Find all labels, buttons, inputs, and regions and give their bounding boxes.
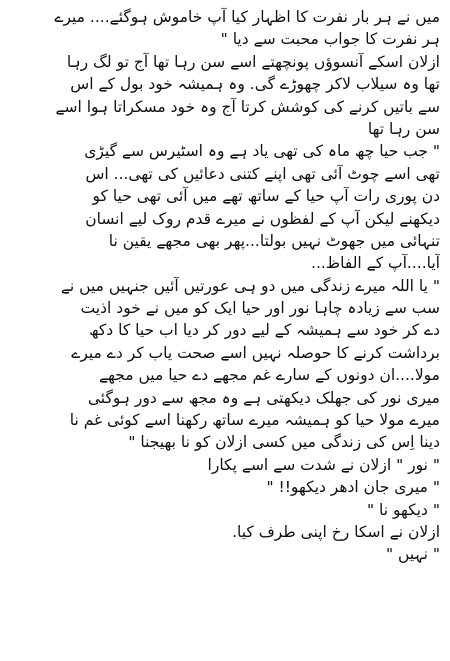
- text-line: میں نے ہر بار نفرت کا اظہار کیا آپ خاموش ہوگئے.... میرے: [54, 8, 440, 26]
- text-line: " یا اللہ میرے زندگی میں دو ہی عورتیں آئیں جنہیں میں نے: [60, 276, 440, 295]
- text-line: " نور " ازلان نے شدت سے اسے پکارا: [207, 455, 440, 474]
- text-line: " میری جان ادھر دیکھو!! ": [266, 478, 440, 497]
- text-line: تھی اسے چوٹ آئی تھی اپنے کتنی دعائیں کی تھی... اس: [85, 164, 440, 183]
- text-line: سب سے زیادہ چاہا نور اور حیا ایک کو میں نے خود اذیت: [80, 299, 440, 318]
- text-line: آیا....آپ کے الفاظ...: [311, 254, 440, 273]
- text-line: ازلان نے اسکا رخ اپنی طرف کیا.: [232, 522, 440, 541]
- text-line: " دیکھو نا ": [366, 500, 440, 519]
- text-line: سے باتیں کرنے کی کوشش کرتا آج وہ خود مسکراتا ہوا اسے: [55, 97, 440, 116]
- text-line: میرے مولا حیا کو ہمیشہ میرے ساتھ رکھنا اسے کوئی غم نا: [69, 411, 440, 430]
- text-line: تنہائی میں جھوٹ نہیں بولتا...پھر بھی مجھے یقین نا: [108, 231, 440, 250]
- text-line: دینا اِس کی زندگی میں کسی ازلان کو نا بھیجنا ": [128, 433, 440, 452]
- text-line: دن پوری رات آپ حیا کے ساتھ تھے میں آئی تھی حیا کو: [92, 187, 440, 206]
- text-line: دے کر خود سے ہمیشہ کے لیے دور کر دیا اب حیا کا دکھ: [89, 321, 440, 340]
- text-line: ازلان اسکے آنسوؤں پونچھتے اسے سن رہا تھا آج تو لگ رہا: [66, 52, 440, 71]
- text-line: مولا....ان دونوں کے سارے غم مجھے دے حیا میں مجھے: [99, 366, 440, 385]
- story-text: [12, 6, 440, 566]
- text-line: دیکھنے لیکن آپ کے لفظوں نے میرے قدم روک لیے انسان: [85, 209, 440, 228]
- text-line: برداشت کرنے کا حوصلہ نہیں اسے صحت یاب کر دے میرے: [71, 343, 440, 362]
- text-line: تھا وہ سیلاب لاکر چھوڑے گی. وہ ہمیشہ خود بول کے اس: [70, 75, 440, 94]
- text-line: میری نور کی جھلک دیکھتی ہے وہ مجھ سے دور ہوگئی: [87, 388, 440, 407]
- text-line: سن رہا تھا: [367, 119, 440, 138]
- text-line: " نہیں ": [386, 545, 440, 564]
- text-line: ہر نفرت کا جواب محبت سے دیا ": [220, 30, 440, 49]
- text-line: " جب حیا چھ ماہ کی تھی یاد ہے وہ اسٹیرس سے گیڑی: [84, 142, 440, 161]
